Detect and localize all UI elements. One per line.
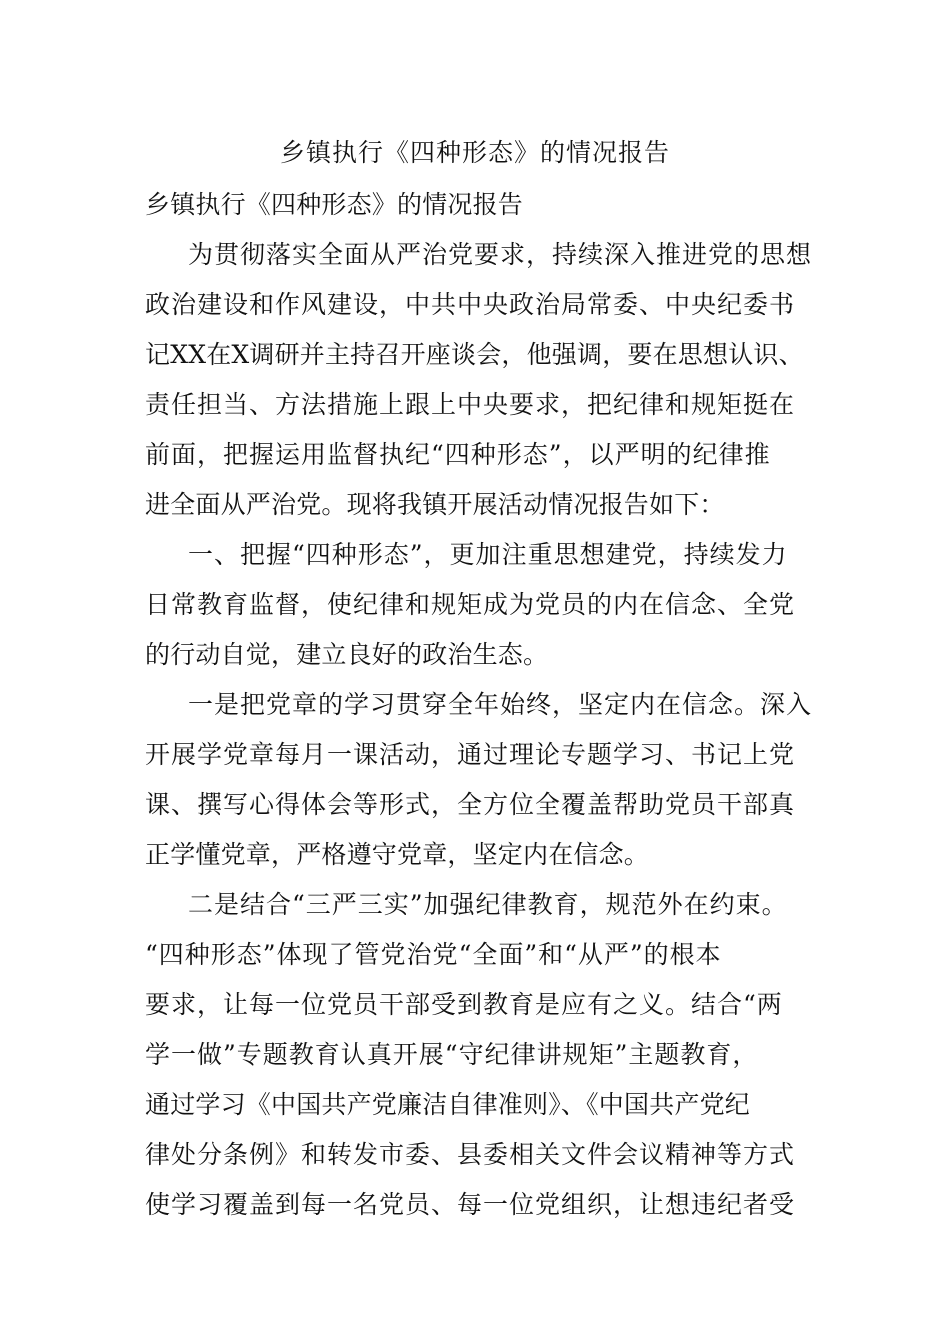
document-body <box>145 180 825 1230</box>
paragraph-line: 一、把握“四种形态”，更加注重思想建党，持续发力 <box>188 540 788 569</box>
paragraph-line: “四种形态”体现了管党治党“全面”和“从严”的根本 <box>145 940 722 969</box>
paragraph-line: 前面，把握运用监督执纪“四种形态”，以严明的纪律推 <box>145 440 771 469</box>
paragraph-line: 课、撰写心得体会等形式，全方位全覆盖帮助党员干部真 <box>145 790 796 819</box>
paragraph-line: 通过学习《中国共产党廉洁自律准则》、《中国共产党纪 <box>145 1090 751 1119</box>
paragraph-line: 政治建设和作风建设，中共中央政治局常委、中央纪委书 <box>145 290 796 319</box>
paragraph-line: 记XX在X调研并主持召开座谈会，他强调，要在思想认识、 <box>145 340 804 369</box>
paragraph-line: 正学懂党章，严格遵守党章，坚定内在信念。 <box>145 840 650 869</box>
paragraph-line: 进全面从严治党。现将我镇开展活动情况报告如下： <box>145 490 725 519</box>
paragraph-line: 使学习覆盖到每一名党员、每一位党组织，让想违纪者受 <box>145 1190 796 1219</box>
paragraph-line: 日常教育监督，使纪律和规矩成为党员的内在信念、全党 <box>145 590 796 619</box>
paragraph-line: 责任担当、方法措施上跟上中央要求，把纪律和规矩挺在 <box>145 390 796 419</box>
paragraph-line: 学一做”专题教育认真开展“守纪律讲规矩”主题教育， <box>145 1040 759 1069</box>
document-title: 乡镇执行《四种形态》的情况报告 <box>279 138 670 167</box>
paragraph-line: 为贯彻落实全面从严治党要求，持续深入推进党的思想 <box>188 240 813 269</box>
paragraph-line: 二是结合“三严三实”加强纪律教育，规范外在约束。 <box>188 890 788 919</box>
paragraph-line: 一是把党章的学习贯穿全年始终，坚定内在信念。深入 <box>188 690 813 719</box>
document-subtitle: 乡镇执行《四种形态》的情况报告 <box>145 190 524 219</box>
paragraph-line: 律处分条例》和转发市委、县委相关文件会议精神等方式 <box>145 1140 796 1169</box>
paragraph-line: 的行动自觉，建立良好的政治生态。 <box>145 640 549 669</box>
paragraph-line: 开展学党章每月一课活动，通过理论专题学习、书记上党 <box>145 740 796 769</box>
paragraph-line: 要求，让每一位党员干部受到教育是应有之义。结合“两 <box>145 990 783 1019</box>
